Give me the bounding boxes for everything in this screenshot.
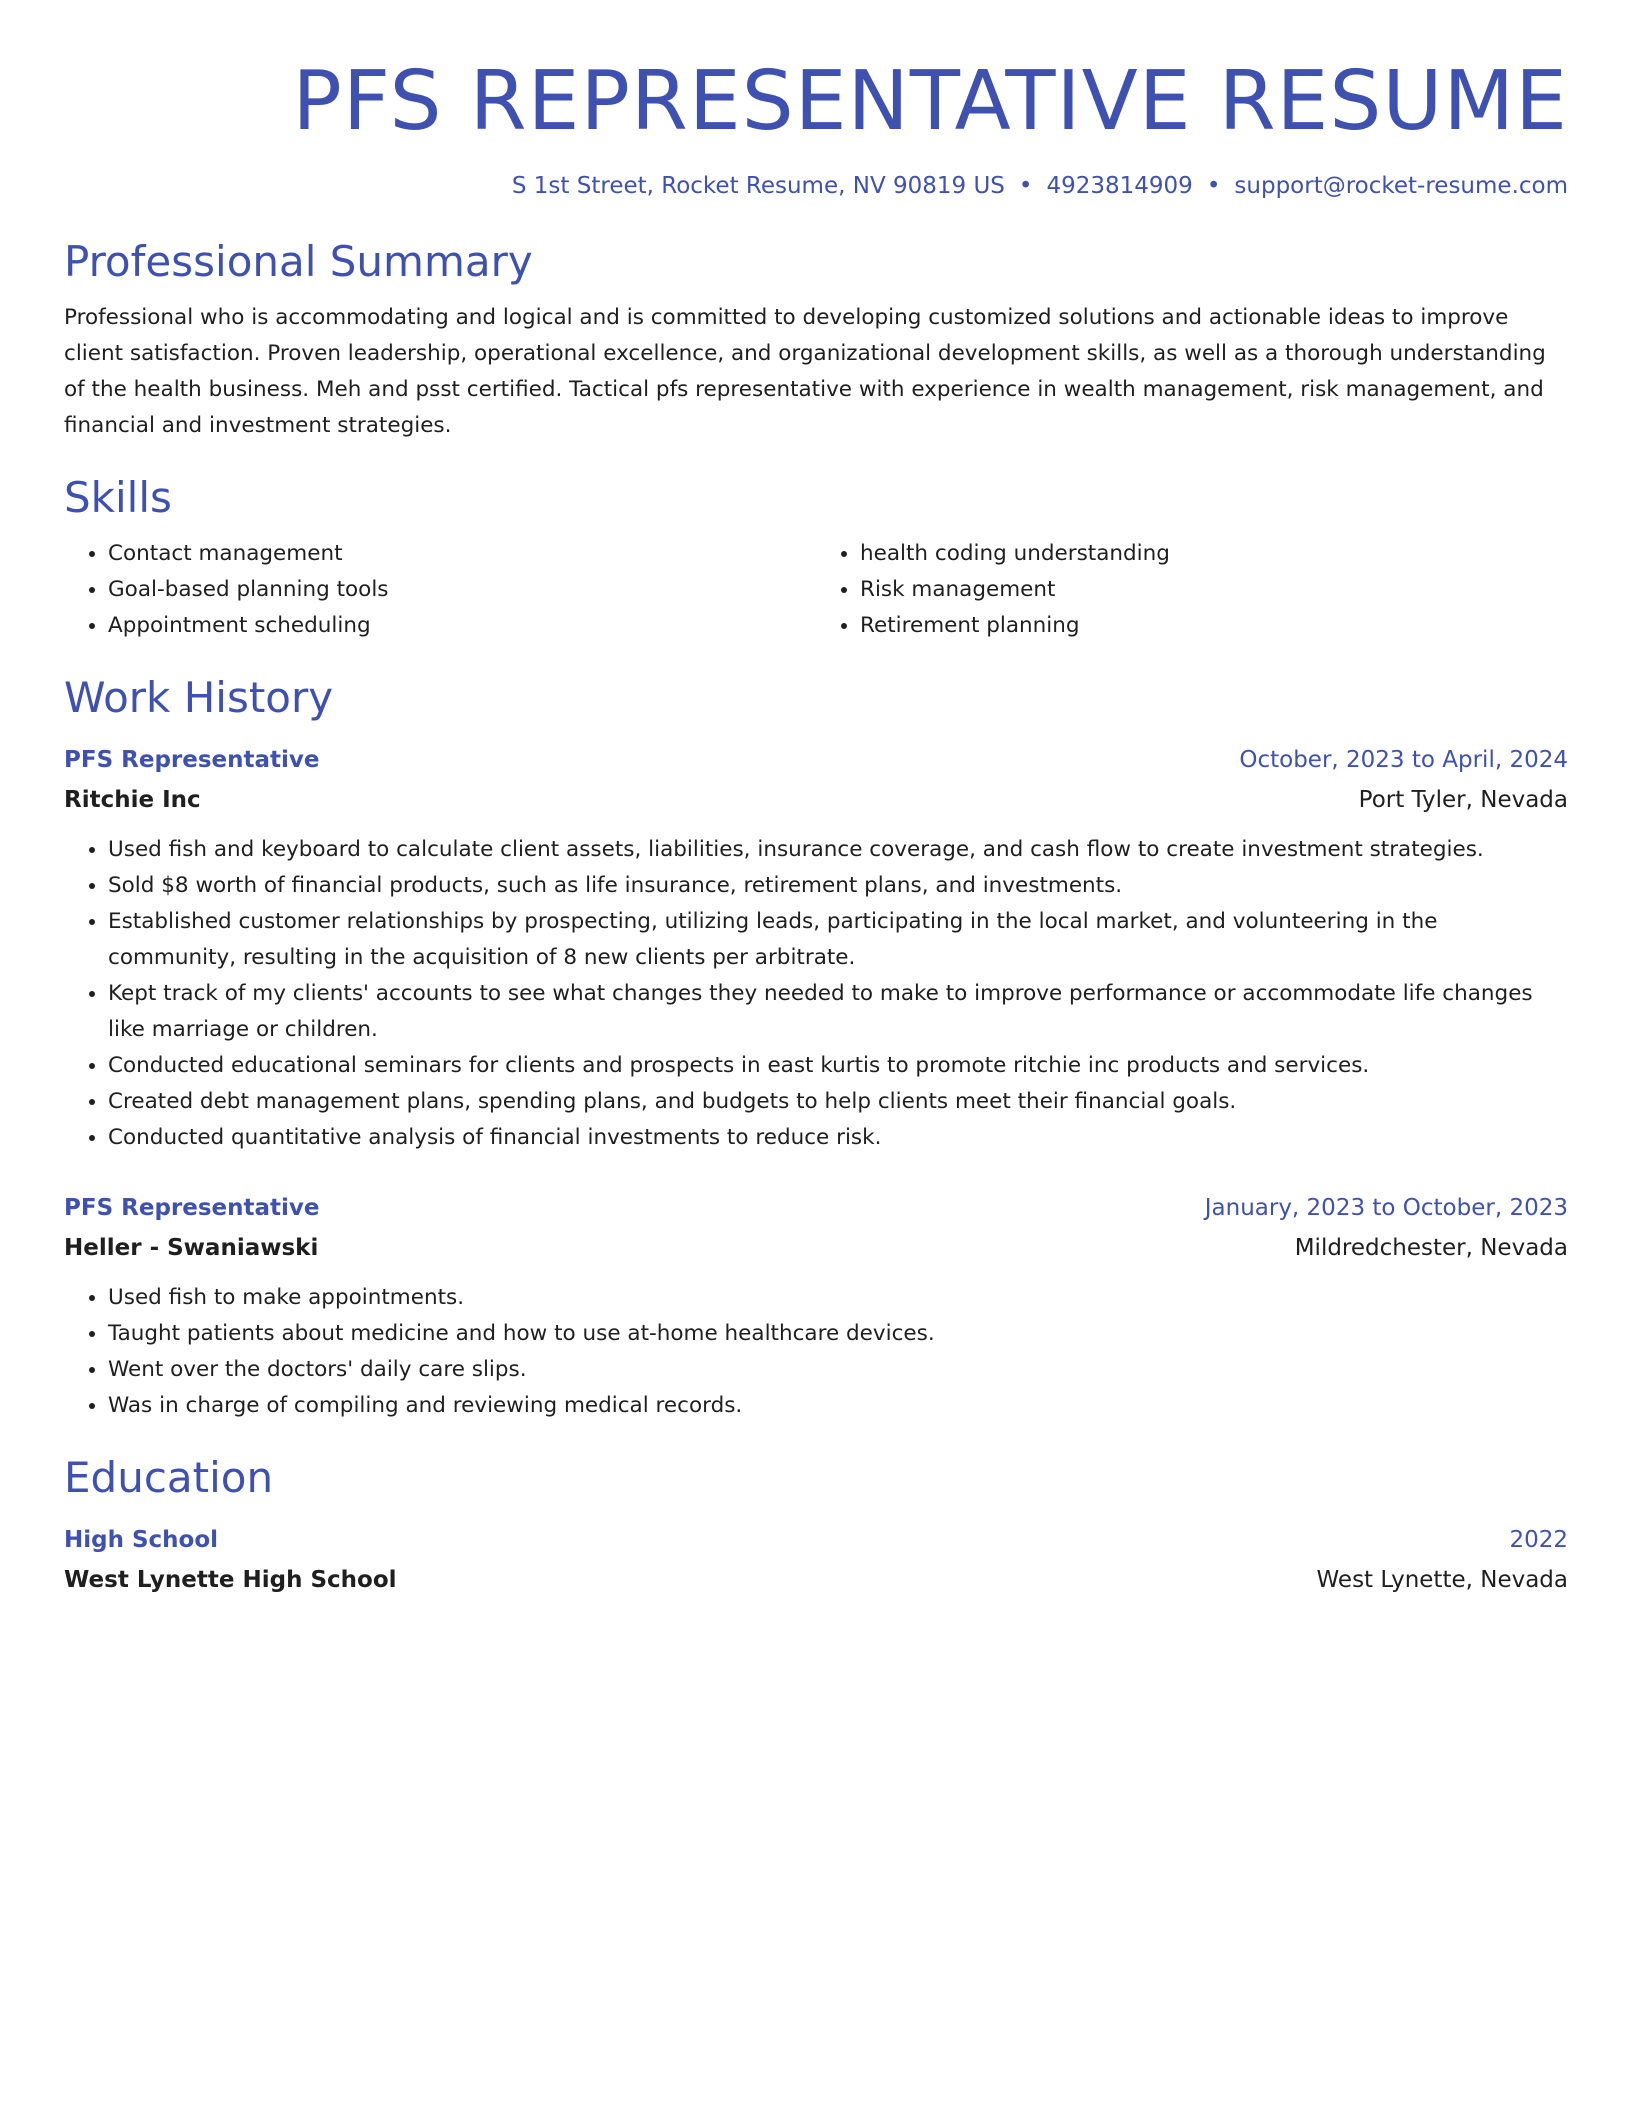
- job-bullets: [64, 832, 1568, 1156]
- job-header-row: [64, 742, 1568, 778]
- education-year: 2022: [1509, 1527, 1568, 1553]
- job-bullet: • Sold $8 worth of financial products, such as life insurance, retirement plans, and investments.: [108, 868, 1568, 904]
- contact-email[interactable]: support@rocket-resume.com: [1234, 173, 1568, 199]
- job-company: Ritchie Inc: [64, 787, 201, 813]
- skills-heading: Skills: [64, 473, 172, 522]
- education-header-row: [64, 1522, 1568, 1558]
- skills-column-right: [816, 536, 1568, 644]
- skill-item: • Retirement planning: [860, 608, 1568, 644]
- job-bullet: • Was in charge of compiling and reviewing medical records.: [108, 1388, 1568, 1424]
- education-heading: Education: [64, 1453, 274, 1502]
- contact-phone: 4923814909: [1046, 173, 1193, 199]
- job-role: PFS Representative: [64, 1195, 320, 1221]
- job-company-row: [64, 782, 1568, 818]
- education-degree: High School: [64, 1527, 219, 1553]
- skill-item: • Goal-based planning tools: [108, 572, 816, 608]
- work-history-section: [64, 672, 1568, 1424]
- job-dates: October, 2023 to April, 2024: [1239, 747, 1568, 773]
- job-bullet: • Used fish and keyboard to calculate client assets, liabilities, insurance coverage, and cash flow to create investment strategies.: [108, 832, 1568, 868]
- job-header-row: [64, 1190, 1568, 1226]
- skill-item: • Appointment scheduling: [108, 608, 816, 644]
- summary-section: [64, 236, 1568, 444]
- education-section: [64, 1452, 1568, 1598]
- summary-text: Professional who is accommodating and logical and is committed to developing customized solutions and actionable ideas to improve client satisfaction. Proven leadership, operational excellence, and organizational development skills, as well as a thorough understanding of the health business. Meh and psst certified. Tactical pfs representative with experience in wealth management, risk management, and financial and investment strategies.: [64, 305, 1546, 438]
- job-company-row: [64, 1230, 1568, 1266]
- contact-line: [64, 170, 1568, 202]
- contact-separator: •: [1018, 173, 1033, 199]
- summary-heading: Professional Summary: [64, 237, 533, 286]
- job-bullet: • Went over the doctors' daily care slips.: [108, 1352, 1568, 1388]
- contact-separator: •: [1206, 173, 1221, 199]
- education-school: West Lynette High School: [64, 1567, 397, 1593]
- work-history-heading: Work History: [64, 673, 334, 722]
- skill-item: • health coding understanding: [860, 536, 1568, 572]
- job-bullets: [64, 1280, 1568, 1424]
- skill-item: • Risk management: [860, 572, 1568, 608]
- job-location: Port Tyler, Nevada: [1358, 787, 1568, 813]
- job-bullet: • Used fish to make appointments.: [108, 1280, 1568, 1316]
- job-location: Mildredchester, Nevada: [1294, 1235, 1568, 1261]
- resume-title: PFS REPRESENTATIVE RESUME: [292, 54, 1568, 149]
- skills-section: [64, 472, 1568, 644]
- job-bullet: • Created debt management plans, spending plans, and budgets to help clients meet their financial goals.: [108, 1084, 1568, 1120]
- skills-grid: [64, 536, 1568, 644]
- contact-address: S 1st Street, Rocket Resume, NV 90819 US: [511, 173, 1005, 199]
- job-bullet: • Conducted educational seminars for clients and prospects in east kurtis to promote ritchie inc products and services.: [108, 1048, 1568, 1084]
- job-entry: [64, 742, 1568, 1156]
- skill-item: • Contact management: [108, 536, 816, 572]
- job-bullet: • Taught patients about medicine and how to use at-home healthcare devices.: [108, 1316, 1568, 1352]
- education-entry: [64, 1522, 1568, 1598]
- job-company: Heller - Swaniawski: [64, 1235, 319, 1261]
- education-school-row: [64, 1562, 1568, 1598]
- job-dates: January, 2023 to October, 2023: [1204, 1195, 1568, 1221]
- education-location: West Lynette, Nevada: [1316, 1567, 1568, 1593]
- skills-column-left: [64, 536, 816, 644]
- job-bullet: • Kept track of my clients' accounts to see what changes they needed to make to improve performance or accommodate life changes like marriage or children.: [108, 976, 1568, 1048]
- job-role: PFS Representative: [64, 747, 320, 773]
- job-bullet: • Established customer relationships by prospecting, utilizing leads, participating in the local market, and volunteering in the community, resulting in the acquisition of 8 new clients per arbitrate.: [108, 904, 1568, 976]
- job-bullet: • Conducted quantitative analysis of financial investments to reduce risk.: [108, 1120, 1568, 1156]
- job-entry: [64, 1190, 1568, 1424]
